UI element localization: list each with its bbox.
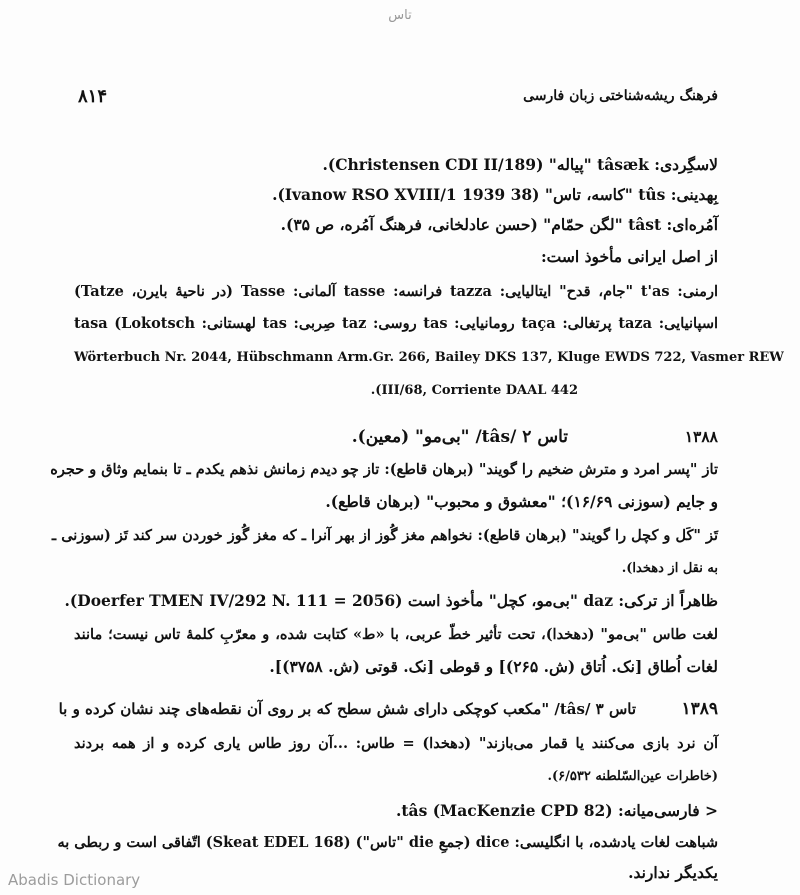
text-line: تَز "کَل و کچل را گویند" (برهان قاطع): نخواهم مغز گُوز از بهر آنرا ـ که مغز گُوز خوردن سر کند تَز (سوزنی ـ xyxy=(51,527,718,544)
text-line: از اصل ایرانی مأخوذ است: xyxy=(540,247,718,266)
entry-headword: تاس ۲ /tâs/ "بی‌مو" (معین). xyxy=(351,427,568,447)
text-line: و جایم (سوزنی ۱۶/۶۹)؛ "معشوق و محبوب" (برهان قاطع). xyxy=(325,492,718,511)
text-line: تاز "پسر امرد و مترش ضخیم را گویند" (برهان قاطع): تاز چو دیدم زمانش نذهم یکدم ـ تا بنمایم وثاق و حجره xyxy=(50,461,718,478)
page-tab-title: تاس xyxy=(388,8,412,23)
text-line: به نقل از دهخدا). xyxy=(621,561,718,576)
entry-number: ۱۳۸۸ xyxy=(684,427,718,446)
text-line: آمُره‌ای: tâst "لگن حمّام" (حسن عادلخانی، فرهنگ آمُره، ص ۳۵). xyxy=(280,215,718,234)
text-line: < فارسی‌میانه: tâs (MacKenzie CPD 82). xyxy=(395,801,718,820)
text-line: بِهدینی: tûs "کاسه، تاس" (Ivanow RSO XVIII/1 1939 38). xyxy=(272,185,718,204)
text-line: یکدیگر ندارند. xyxy=(628,863,718,882)
text-line: لغت طاس "بی‌مو" (دهخدا)، تحت تأثیر خطّ عربی، با «ط» کتابت شده، و معرّبِ کلمهٔ تاس نیست؛ مانند xyxy=(74,626,718,643)
text-line: آن نرد بازی می‌کنند یا قمار می‌بازند" (دهخدا) = طاس: ...آن روز طاس یاری کرده و از همه بردند xyxy=(74,735,718,752)
text-line: III/68, Corriente DAAL 442). xyxy=(370,383,578,398)
text-line: اسپانیایی: taza پرتغالی: taça رومانیایی: tas روسی: taz صِربی: tas لهستانی: tasa (Lokotsch xyxy=(74,315,718,332)
watermark: Abadis Dictionary xyxy=(8,871,141,889)
text-line: ظاهراً از ترکی: daz "بی‌مو، کچل" مأخوذ است (Doerfer TMEN IV/292 N. 111 = 2056). xyxy=(64,591,718,610)
text-line: (خاطرات عین‌السّلطنه ۶/۵۳۲). xyxy=(547,769,718,784)
text-line: ارمنی: t'as "جام، قدح" ایتالیایی: tazza فرانسه: tasse آلمانی: Tasse (در ناحیهٔ بایرن، Tatze) xyxy=(74,283,718,300)
text-line: Wörterbuch Nr. 2044, Hübschmann Arm.Gr. 266, Bailey DKS 137, Kluge EWDS 722, Vasmer REW xyxy=(74,350,784,365)
text-line: لغات اُطاق [نک. اُتاق (ش. ۲۶۵)] و قوطی [نک. قوتی (ش. ۳۷۵۸)]. xyxy=(269,657,718,676)
running-title: فرهنگ ریشه‌شناختی زبان فارسی xyxy=(523,88,718,104)
entry-headword: تاس ۳ /tâs/ "مکعب کوچکی دارای شش سطح که بر روی آن نقطه‌های چند نشان کرده و با xyxy=(58,700,636,718)
page-number: ۸۱۴ xyxy=(78,86,108,107)
text-line: شباهت لغات یادشده، با انگلیسی: dice (جمعِ die "تاس") (Skeat EDEL 168) اتّفاقی است و ربطی به xyxy=(57,834,718,851)
page-header xyxy=(78,86,718,110)
entry-number: ۱۳۸۹ xyxy=(681,699,718,719)
text-line: لاسگِردی: tâsæk "پیاله" (Christensen CDI II/189). xyxy=(322,155,718,174)
